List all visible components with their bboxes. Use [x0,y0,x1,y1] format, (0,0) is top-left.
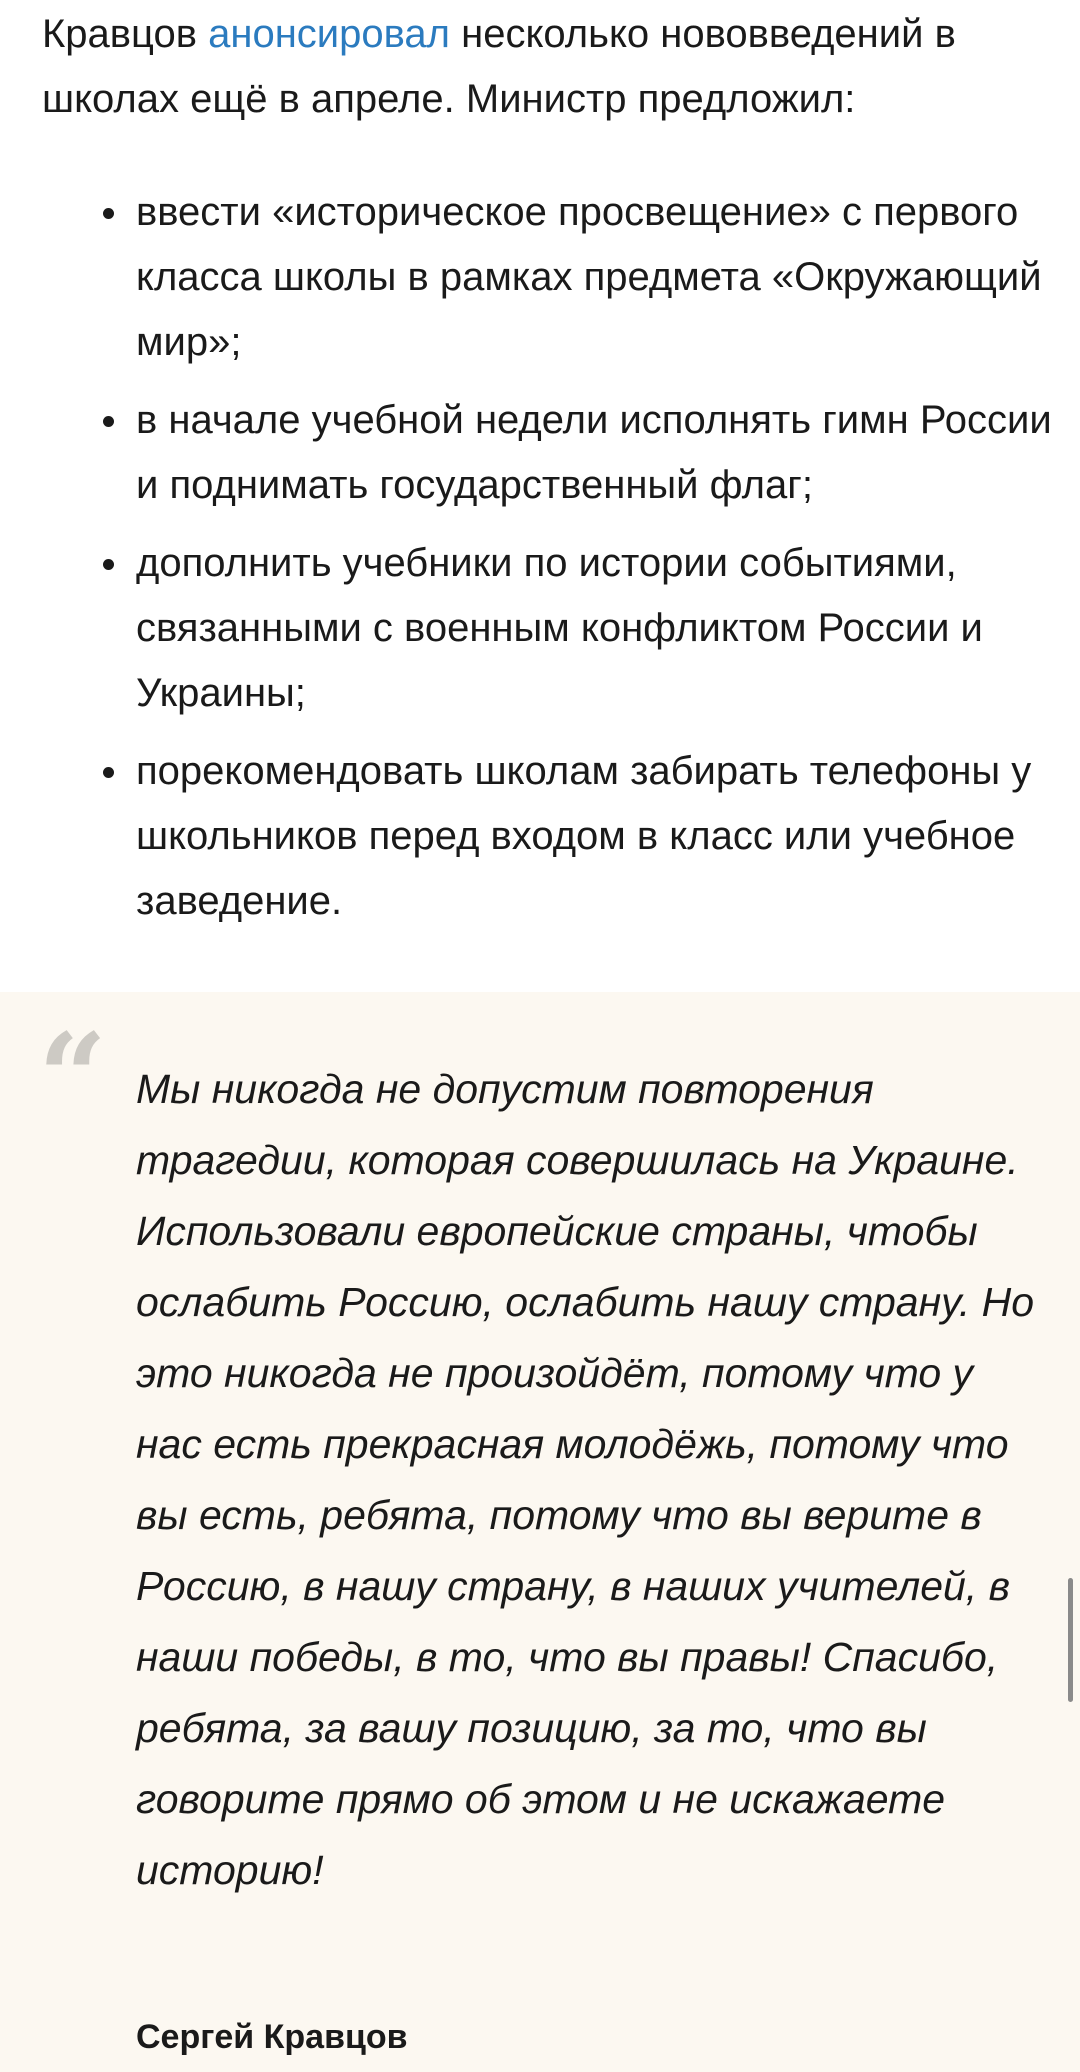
article-body [0,0,1080,947]
bullet-icon [103,559,114,570]
bullet-icon [103,767,114,778]
intro-text-end: несколько нововведений в школах ещё в апреле. Министр предложил: [42,12,956,121]
proposals-list [0,180,1080,934]
list-item-text: ввести «историческое просвещение» с первого класса школы в рамках предмета «Окружающий мир»; [136,190,1042,364]
bullet-icon [103,208,114,219]
bullet-icon [103,416,114,427]
list-item-text: порекомендовать школам забирать телефоны у школьников перед входом в класс или учебное заведение. [136,749,1032,923]
list-item [0,531,1080,726]
quote-text: Мы никогда не допустим повторения трагедии, которая совершилась на Украине. Использовали европейские страны, чтобы ослабить Россию, ослабить нашу страну. Но это никогда не произойдёт, потому что у нас есть прекрасная молодёжь, потому что вы есть, ребята, потому что вы верите в Россию, в нашу страну, в наших учителей, в наши победы, в то, что вы правы! Спасибо, ребята, за вашу позицию, за то, что вы говорите прямо об этом и не искажаете историю! [136,1066,1035,1893]
scrollbar-thumb[interactable] [1068,1578,1073,1702]
list-item-text: в начале учебной недели исполнять гимн России и поднимать государственный флаг; [136,398,1052,507]
list-item [0,739,1080,934]
quote-author: Сергей Кравцов [136,2018,408,2056]
list-item-text: дополнить учебники по истории событиями, связанными с военным конфликтом России и Украины; [136,541,983,715]
intro-paragraph [0,0,1080,132]
list-item [0,180,1080,375]
intro-text-start: Кравцов [42,12,209,56]
quote-mark-icon: “ [38,1007,108,1148]
announcement-link[interactable]: анонсировал [208,12,451,56]
list-item [0,388,1080,518]
